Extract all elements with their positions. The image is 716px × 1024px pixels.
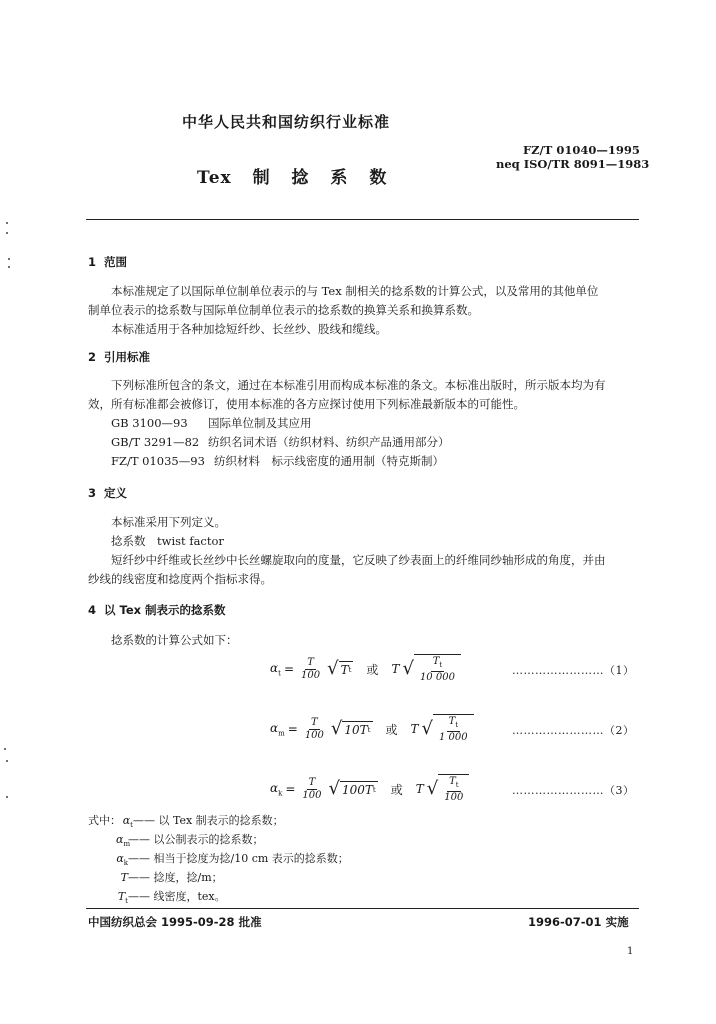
equivalent-standard-code: neq ISO/TR 8091—1983 [496, 157, 650, 171]
section-1-paragraph-2: 本标准适用于各种加捻短纤纱、长丝纱、股线和缆线。 [111, 322, 387, 336]
fraction: $\frac{T}{100}$ [304, 716, 324, 741]
fraction: $\frac{T}{100}$ [301, 656, 321, 681]
fraction: $\frac{T}{100}$ [302, 776, 322, 801]
section-3-heading: 3 定义 [88, 486, 127, 500]
square-root: √ 100T t [328, 778, 376, 799]
scan-speck [8, 266, 10, 268]
section-4-heading: 4 以 Tex 制表示的捻系数 [88, 603, 226, 617]
equation-number: ……………………（2） [512, 724, 635, 737]
or-label: 或 [366, 662, 379, 677]
or-label: 或 [390, 782, 403, 797]
section-2-paragraph-line-2: 效，所有标准都会被修订，使用本标准的各方应探讨使用下列标准最新版本的可能性。 [88, 397, 525, 411]
equation-1: $\alpha_t$ = $\frac{T}{100}$ √ T t 或 T √ $\frac{T_t}{10 000}$ ……………………（1） [270, 656, 635, 683]
square-root: √ 10T t [330, 718, 371, 739]
section-1-heading: 1 范围 [88, 255, 127, 269]
equation-lhs: $\alpha_t$ [270, 660, 281, 678]
equation-lhs: $\alpha_k$ [270, 780, 283, 798]
scan-speck [4, 748, 6, 750]
equation-lhs: $\alpha_m$ [270, 720, 285, 738]
definition-item: $T_t——$ 线密度，tex。 [117, 890, 226, 906]
scan-speck [6, 222, 8, 224]
standard-code: FZ/T 01040—1995 [523, 143, 640, 157]
section-2-heading: 2 引用标准 [88, 350, 150, 364]
page-number: 1 [627, 946, 634, 957]
or-label: 或 [385, 722, 398, 737]
reference-item: GB 3100—93 国际单位制及其应用 [111, 416, 312, 430]
equation-number: ……………………（3） [512, 784, 635, 797]
section-3-paragraph: 本标准采用下列定义。 [111, 515, 226, 529]
scan-speck [6, 796, 8, 798]
definition-item: T—— 捻度，捻/m； [120, 871, 223, 884]
reference-item: FZ/T 01035—93 纺织材料 标示线密度的通用制（特克斯制） [111, 454, 444, 468]
effective-date-line: 1996-07-01 实施 [528, 915, 629, 929]
equation-number: ……………………（1） [512, 664, 635, 677]
equation-2: $\alpha_m$ = $\frac{T}{100}$ √ 10T t 或 T √ $\frac{T_t}{1 000}$ ……………………（2） [270, 716, 635, 743]
term-definition-line-2: 纱线的线密度和捻度两个指标求得。 [88, 572, 272, 586]
square-root: √ T t [327, 658, 352, 679]
section-1-paragraph-1-line-2: 制单位表示的捻系数与国际单位制单位表示的捻系数的换算关系和换算系数。 [88, 303, 479, 317]
definition-item: $\alpha_k——$ 相当于捻度为捻/10 cm 表示的捻系数； [116, 852, 349, 868]
section-4-intro: 捻系数的计算公式如下： [111, 633, 238, 647]
document-title: Tex 制 捻 系 数 [197, 168, 388, 188]
section-2-paragraph-line-1: 下列标准所包含的条文，通过在本标准引用而构成本标准的条文。本标准出版时，所示版本均为有 [111, 378, 606, 392]
section-1-paragraph-1-line-1: 本标准规定了以国际单位制单位表示的与 Tex 制相关的捻系数的计算公式，以及常用的其他单位 [111, 284, 599, 298]
scan-speck [6, 232, 8, 234]
term-twist-factor: 捻系数 twist factor [111, 534, 224, 548]
square-root: √ $\frac{T_t}{10 000}$ [402, 654, 460, 684]
footer-rule [86, 908, 639, 909]
reference-item: GB/T 3291—82 纺织名词术语（纺织材料、纺织产品通用部分） [111, 435, 450, 449]
definition-item: $\alpha_m——$ 以公制表示的捻系数； [116, 833, 264, 849]
issuing-organization: 中华人民共和国纺织行业标准 [181, 113, 390, 131]
scan-speck [6, 760, 8, 762]
scan-speck [8, 258, 10, 260]
equation-3: $\alpha_k$ = $\frac{T}{100}$ √ 100T t 或 T √ $\frac{T_t}{100}$ ……………………（3） [270, 776, 635, 803]
term-definition-line-1: 短纤纱中纤维或长丝纱中长丝螺旋取向的度量，它反映了纱表面上的纤维同纱轴形成的角度，并由 [111, 553, 606, 567]
square-root: √ $\frac{T_t}{1 000}$ [422, 714, 474, 744]
definition-item: 式中： $\alpha_t——$ 以 Tex 制表示的捻系数； [88, 814, 284, 830]
approval-line: 中国纺织总会 1995-09-28 批准 [88, 915, 262, 929]
square-root: √ $\frac{T_t}{100}$ [427, 774, 470, 804]
header-rule [86, 219, 639, 220]
